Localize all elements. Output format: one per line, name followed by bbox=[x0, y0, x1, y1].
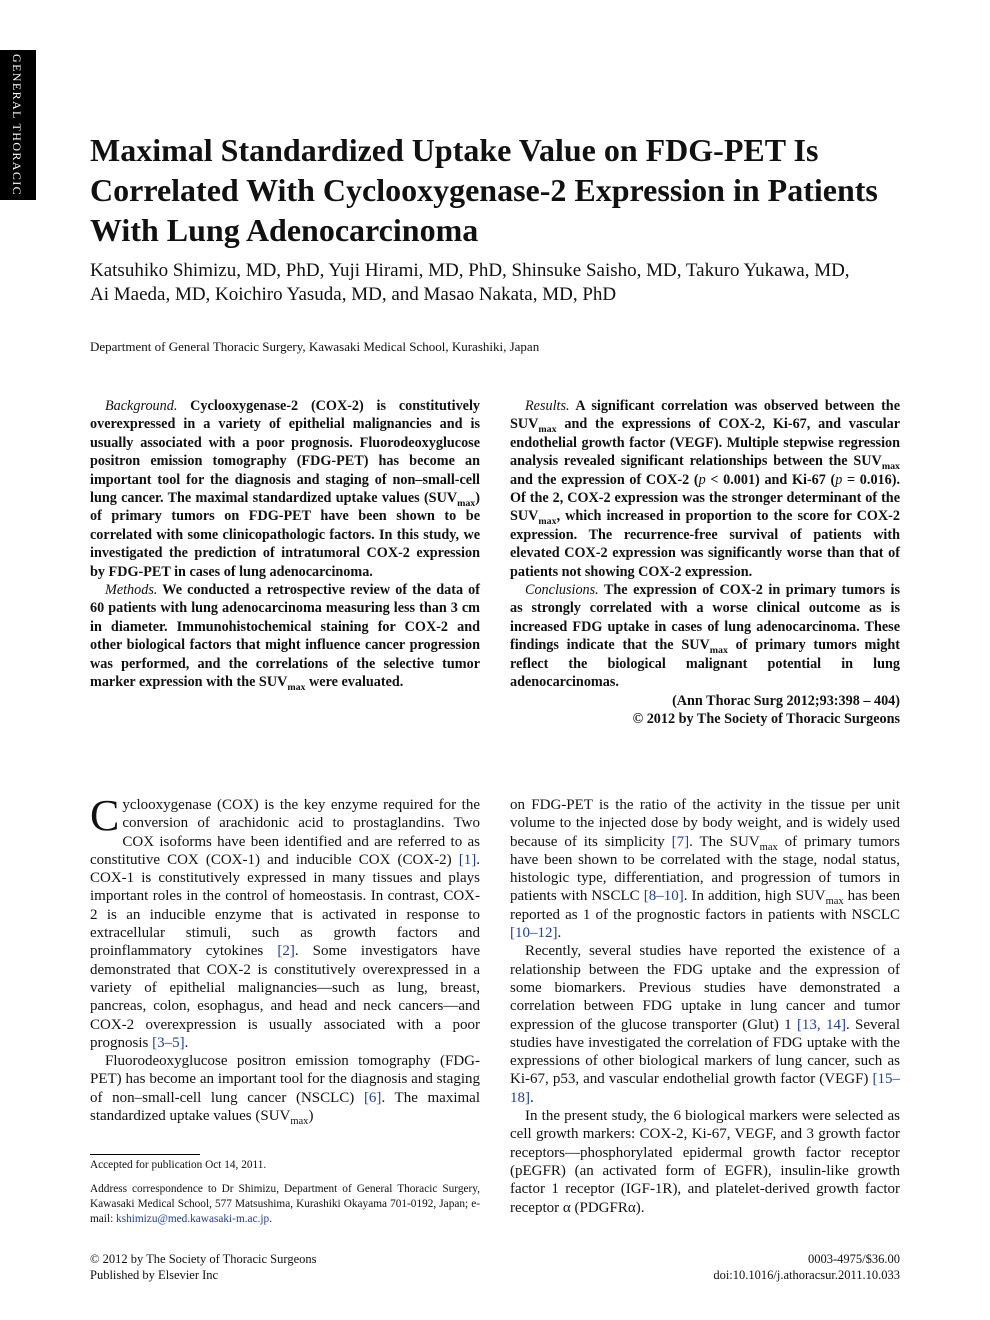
email-link[interactable]: kshimizu@med.kawasaki-m.ac.jp bbox=[116, 1213, 270, 1225]
intro-paragraph-2-continued: on FDG-PET is the ratio of the activity in the tissue per unit volume to the injected dose by body weight, and is widely used because of its simplicity [7]. The $SUV_{max}$ of primary tumors have been shown to be correlated with the stage, nodal status, histologic type, differentiation, and progression of tumors in patients with NSCLC [8–10]. In addition, high $SUV_{max}$ has been reported as 1 of the prognostic factors in patients with NSCLC [10–12]. bbox=[510, 797, 900, 942]
abstract-conclusions: Conclusions. The expression of COX-2 in primary tumors is as strongly correlated with a worse clinical outcome as is increased FDG uptake in cases of lung adenocarcinoma. These findings indicate that the $SUV_{max}$ of primary tumors might reflect the biological malignant potential in lung adenocarcinomas. bbox=[510, 582, 900, 691]
reference-link[interactable]: [7] bbox=[671, 833, 690, 850]
results-label: Results. bbox=[525, 398, 570, 414]
abstract-citation-block bbox=[510, 692, 900, 729]
reference-link[interactable]: [13, 14] bbox=[796, 1016, 846, 1033]
methods-label: Methods. bbox=[105, 582, 158, 599]
reference-link[interactable]: [1] bbox=[458, 851, 477, 868]
intro-paragraph-2: Fluorodeoxyglucose positron emission tomography (FDG-PET) has become an important tool for the diagnosis and staging of non–small-cell lung cancer (NSCLC) [6]. The maximal standardized uptake values $(SUV_{max})$ bbox=[90, 1053, 480, 1128]
abstract-methods: Methods. We conducted a retrospective review of the data of 60 patients with lung adenocarcinoma measuring less than 3 cm in diameter. Immunohistochemical staining for COX-2 and other biological factors that might influence cancer progression was performed, and the correlations of the selective tumor marker expression with the $SUV_{max}$ were evaluated. bbox=[90, 582, 480, 693]
body-right-column bbox=[510, 796, 900, 1217]
abstract-background: Background. Cyclooxygenase-2 (COX-2) is constitutively overexpressed in a variety of epithelial malignancies and is usually associated with a poor prognosis. Fluorodeoxyglucose positron emission tomography (FDG-PET) has become an important tool for the diagnosis and staging of non–small-cell lung cancer. The maximal standardized uptake values $(SUV_{max})$ of primary tumors on FDG-PET have been shown to be correlated with some clinicopathologic factors. In this study, we investigated the prediction of intratumoral COX-2 expression by FDG-PET in cases of lung adenocarcinoma. bbox=[90, 398, 480, 580]
author-list: Katsuhiko Shimizu, MD, PhD, Yuji Hirami, MD, PhD, Shinsuke Saisho, MD, Takuro Yukawa, MD, Ai Maeda, MD, Koichiro Yasuda, MD, and Masao Nakata, MD, PhD bbox=[90, 260, 850, 305]
intro-paragraph-3: Recently, several studies have reported the existence of a relationship between the FDG uptake and the expression of some biomarkers. Previous studies have demonstrated a correlation between FDG uptake in lung cancer and tumor expression of the glucose transporter (Glut) 1 [13, 14]. Several studies have investigated the correlation of FDG uptake with the expressions of other biological markers of lung cancer, such as Ki-67, p53, and vascular endothelial growth factor (VEGF) [15–18]. bbox=[510, 943, 900, 1106]
intro-paragraph-4: In the present study, the 6 biological markers were selected as cell growth markers: COX-2, Ki-67, VEGF, and 3 growth factor receptors—phosphorylated epidermal growth factor receptor (pEGFR) (an activated form of EGFR), insulin-like growth factor 1 receptor (IGF-1R), and platelet-derived growth factor receptor α (PDGFRα). bbox=[510, 1108, 900, 1216]
section-tab-label: GENERAL THORACIC bbox=[10, 54, 24, 197]
footnote-accepted: Accepted for publication Oct 14, 2011. bbox=[90, 1159, 267, 1171]
body-left-column bbox=[90, 791, 480, 1128]
reference-link[interactable]: [15–18] bbox=[510, 1071, 900, 1106]
abstract-copyright: © 2012 by The Society of Thoracic Surgeons bbox=[632, 710, 900, 727]
footer-publisher: Published by Elsevier Inc bbox=[90, 1268, 219, 1282]
reference-link[interactable]: [6] bbox=[363, 1089, 382, 1106]
footer-right bbox=[713, 1251, 900, 1283]
reference-link[interactable]: [3–5] bbox=[152, 1034, 185, 1051]
reference-link[interactable]: [8–10] bbox=[643, 888, 684, 905]
article-title: Maximal Standardized Uptake Value on FDG-PET Is Correlated With Cyclooxygenase-2 Expression in Patients With Lung Adenocarcinoma bbox=[90, 132, 878, 248]
reference-link[interactable]: [10–12] bbox=[510, 925, 558, 942]
conclusions-label: Conclusions. bbox=[525, 582, 599, 599]
abstract-left-column bbox=[90, 397, 480, 692]
affiliation: Department of General Thoracic Surgery, Kawasaki Medical School, Kurashiki, Japan bbox=[90, 339, 540, 354]
footer-doi: doi:10.1016/j.athoracsur.2011.10.033 bbox=[713, 1268, 900, 1282]
intro-paragraph-1: Cyclooxygenase (COX) is the key enzyme required for the conversion of arachidonic acid to prostaglandins. Two COX isoforms have been identified and are referred to as constitutive COX (COX-1) and inducible COX (COX-2) [1]. COX-1 is constitutively expressed in many tissues and plays important roles in the control of homeostasis. In contrast, COX-2 is an inducible enzyme that is activated in response to extracellular stimuli, such as growth factors and proinflammatory cytokines [2]. Some investigators have demonstrated that COX-2 is constitutively overexpressed in a variety of epithelial malignancies—such as lung, breast, pancreas, colon, esophagus, and head and neck cancers—and COX-2 overexpression is usually associated with a poor prognosis [3–5]. bbox=[90, 791, 480, 1051]
footnote-rule bbox=[90, 1154, 200, 1155]
footnote-correspondence: Address correspondence to Dr Shimizu, Department of General Thoracic Surgery, Kawasaki Medical School, 577 Matsushima, Kurashiki Okayama 701-0192, Japan; e-mail: kshimizu@med.kawasaki-m.ac.jp. bbox=[90, 1183, 480, 1225]
drop-cap: C bbox=[90, 791, 120, 840]
journal-citation: (Ann Thorac Surg 2012;93:398 – 404) bbox=[672, 692, 900, 709]
abstract-right-column bbox=[510, 397, 900, 728]
reference-link[interactable]: [2] bbox=[277, 943, 295, 960]
abstract-results: Results. A significant correlation was observed between the $SUV_{max}$ and the expressions of COX-2, Ki-67, and vascular endothelial growth factor (VEGF). Multiple stepwise regression analysis revealed significant relationships between the $SUV_{max}$ and the expression of COX-2 (p < 0.001) and Ki-67 (p = 0.016). Of the 2, COX-2 expression was the stronger determinant of the $SUV_{max}$, which increased in proportion to the score for COX-2 expression. The recurrence-free survival of patients with elevated COX-2 expression was significantly worse than that of patients not showing COX-2 expression. bbox=[510, 398, 900, 580]
footer-left bbox=[90, 1251, 316, 1283]
footer-price: 0003-4975/$36.00 bbox=[807, 1252, 900, 1266]
section-tab bbox=[0, 50, 36, 200]
footer-copyright: © 2012 by The Society of Thoracic Surgeons bbox=[90, 1252, 317, 1266]
background-label: Background. bbox=[105, 398, 178, 414]
